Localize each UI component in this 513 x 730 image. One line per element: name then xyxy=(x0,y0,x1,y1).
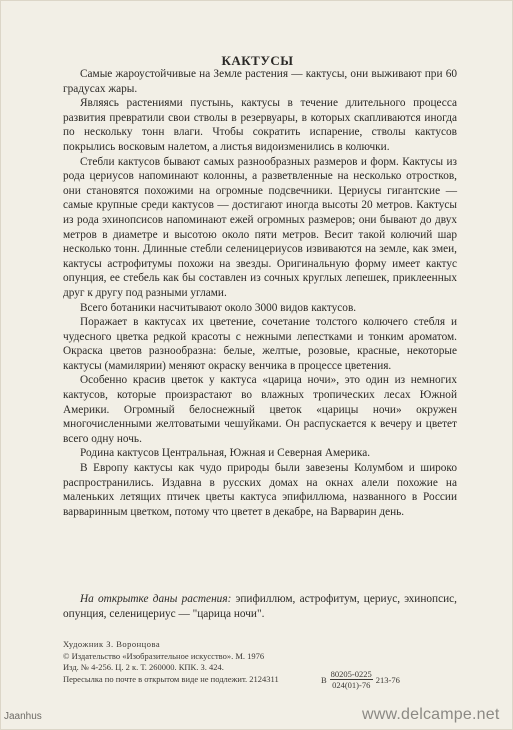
price-prefix: В xyxy=(321,674,327,685)
paragraph: Родина кактусов Центральная, Южная и Северная Америка. xyxy=(80,447,371,460)
price-denominator: 024(01)-76 xyxy=(332,680,371,690)
paragraph: В Европу кактусы как чудо природы были завезены Колумбом и широко распространились. Издавна в русских домах на окнах алели похожие на маленьких летящих птичек цветы кактуса эпифиллюма, названного в России варваринным цветком, потому что цветет в декабре, на Варварин день. xyxy=(63,462,457,518)
article-body xyxy=(63,67,457,519)
price-suffix: 213-76 xyxy=(375,674,400,685)
plants-caption xyxy=(63,592,457,621)
artist-credit: Художник З. Воронцова xyxy=(63,639,161,649)
paragraph: Стебли кактусов бывают самых разнообразных размеров и форм. Кактусы из рода цериусов напоминают колонны, а разветвленные на несколько отростков, они становятся похожими на огромные подсвечники. Цериусы гигантские — самые крупные среди кактусов — достигают иногда высоты 20 метров. Кактусы из рода эхинопсисов напоминают ежей огромных размеров; они бывают до двух метров в диаметре и высотою около пяти метров. Весит такой колючий шар несколько тонн. Длинные стебли селеницериусов извиваются на земле, как змеи, кактусы астрофитумы похожи на звезды. Оригинальную форму имеет кактус опунция, ее стебель как бы составлен из сочных круглых лепешек, приклеенных друг к другу под разными углами. xyxy=(63,155,457,299)
mailing-note: Пересылка по почте в открытом виде не подлежит. 2124311 xyxy=(63,673,279,684)
page-title: КАКТУСЫ xyxy=(221,53,294,68)
plants-list: эпифиллюм, астрофитум, цериус, эхинопсис, опунция, селеницериус — "царица ночи". xyxy=(63,593,457,620)
price-code xyxy=(321,669,400,690)
paragraph: Самые жароустойчивые на Земле растения — кактусы, они выживают при 60 градусах жары. xyxy=(63,68,457,95)
plants-label: На открытке даны растения: xyxy=(80,593,232,605)
watermark-left: Jaanhus xyxy=(4,711,42,722)
paragraph: Поражает в кактусах их цветение, сочетание толстого колючего стебля и чудесного цветка редкой красоты с нежными лепестками и тонким ароматом. Окраска цветов разнообразна: белые, желтые, розовые, красные, некоторые кактусы (мамилярии) меняют окраску венчика в процессе цветения. xyxy=(63,316,457,372)
paragraph: Всего ботаники насчитывают около 3000 видов кактусов. xyxy=(80,301,357,314)
price-fraction xyxy=(330,669,373,690)
order-line: Изд. № 4-256. Ц. 2 к. Т. 260000. КПК. З. 424. xyxy=(63,662,224,673)
paragraph: Являясь растениями пустынь, кактусы в течение длительного процесса развития превратили свои стволы в резервуары, в которых скапливаются иногда по нескольку тонн влаги. Чтобы сократить испарение, стволы кактусов покрылись восковым налетом, а листья видоизменились в колючки. xyxy=(63,97,457,153)
plants-paragraph xyxy=(63,592,457,621)
price-numerator: 80205-0225 xyxy=(330,669,372,679)
paragraph: Особенно красив цветок у кактуса «царица ночи», это один из немногих кактусов, которые произрастают во влажных тропических лесах Южной Америки. Огромный белоснежный цветок «царицы ночи» окружен многочисленными желтоватыми чешуйками. Он распускается к вечеру и цветет всего одну ночь. xyxy=(63,374,457,445)
watermark-right: www.delcampe.net xyxy=(362,706,500,723)
publisher-line: © Издательство «Изобразительное искусство». М. 1976 xyxy=(63,650,265,661)
